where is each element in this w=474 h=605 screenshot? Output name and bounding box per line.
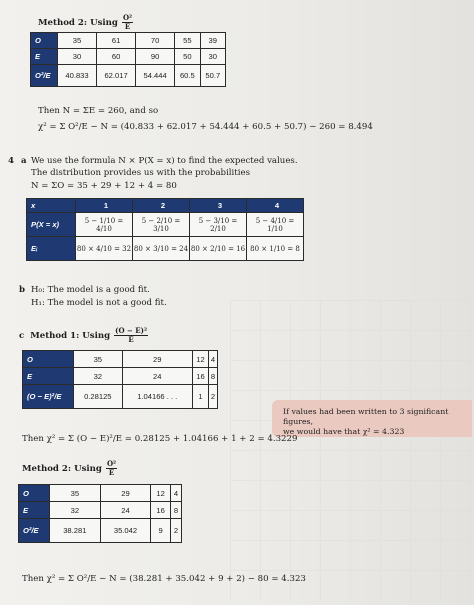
table-cell: 35 xyxy=(58,33,97,49)
then-n-line: Then N = ΣE = 260, and so xyxy=(38,106,159,116)
table-row xyxy=(19,485,182,502)
question-number: 4 xyxy=(8,156,14,166)
row-label: E xyxy=(19,502,50,519)
table-cell: 35 xyxy=(74,351,123,368)
q4-line-1: We use the formula N × P(X = x) to find the expected values. xyxy=(31,156,298,166)
table-row xyxy=(23,351,218,368)
table-cell: 9 xyxy=(151,519,171,543)
header-cell: x xyxy=(27,199,76,213)
table-cell: 24 xyxy=(122,368,192,385)
table-cell: 35.042 xyxy=(100,519,151,543)
table-cell: 80 × 2/10 = 16 xyxy=(190,237,247,261)
fraction-numerator: (O − E)² xyxy=(115,326,148,335)
table-cell: 2 xyxy=(171,519,182,543)
alternative-hypothesis: H₁: The model is not a good fit. xyxy=(31,298,167,308)
table-cell: 80 × 1/10 = 8 xyxy=(247,237,304,261)
row-label: P(X = x) xyxy=(27,213,76,237)
table-header-row xyxy=(27,199,304,213)
table-cell: 50.7 xyxy=(200,65,225,87)
table-cell: 30 xyxy=(200,49,225,65)
fraction-denominator: E xyxy=(124,22,131,31)
oe-squared-over-e-fraction xyxy=(114,327,148,344)
table-method2 xyxy=(18,484,182,543)
table-cell: 80 × 3/10 = 24 xyxy=(133,237,190,261)
null-hypothesis: H₀: The model is a good fit. xyxy=(31,285,150,295)
table-cell: 60.5 xyxy=(175,65,200,87)
table-method1 xyxy=(22,350,218,409)
fraction-denominator: E xyxy=(108,468,115,477)
table-cell: 61 xyxy=(97,33,136,49)
row-label: O²/E xyxy=(31,65,58,87)
table-cell: 32 xyxy=(74,368,123,385)
row-label: E xyxy=(23,368,74,385)
table-cell: 80 × 4/10 = 32 xyxy=(76,237,133,261)
chi-squared-result-1: χ² = Σ O²/E − N = (40.833 + 62.017 + 54.444 + 60.5 + 50.7) − 260 = 8.494 xyxy=(38,122,373,132)
table-cell: 40.833 xyxy=(58,65,97,87)
table-cell: 1.04166 . . . xyxy=(122,385,192,409)
table-cell: 0.28125 xyxy=(74,385,123,409)
table-row xyxy=(31,65,226,87)
significant-figures-note xyxy=(272,400,472,437)
q4-line-3: N = ΣO = 35 + 29 + 12 + 4 = 80 xyxy=(31,181,177,191)
note-line-1: If values had been written to 3 significant figures, xyxy=(283,407,449,426)
row-label: O²/E xyxy=(19,519,50,543)
o2-over-e-fraction-2 xyxy=(106,460,117,477)
method2b-heading xyxy=(22,460,118,477)
table-cell: 4 xyxy=(209,351,218,368)
table-cell: 39 xyxy=(200,33,225,49)
table-cell: 29 xyxy=(122,351,192,368)
method1-heading xyxy=(19,327,149,344)
table-row xyxy=(19,502,182,519)
table-cell: 24 xyxy=(100,502,151,519)
table-cell: 90 xyxy=(136,49,175,65)
table-cell: 55 xyxy=(175,33,200,49)
header-cell: 4 xyxy=(247,199,304,213)
row-label: Eᵢ xyxy=(27,237,76,261)
table-cell: 12 xyxy=(151,485,171,502)
table-cell: 30 xyxy=(58,49,97,65)
q4-line-2: The distribution provides us with the probabilities xyxy=(31,168,251,178)
table-cell: 62.017 xyxy=(97,65,136,87)
fraction-numerator: O² xyxy=(106,459,117,468)
table-cell: 12 xyxy=(192,351,208,368)
table-row xyxy=(31,33,226,49)
table-cell: 16 xyxy=(192,368,208,385)
o2-over-e-fraction xyxy=(122,14,133,31)
table-cell: 8 xyxy=(171,502,182,519)
note-line-2: we would have that χ² = 4.323 xyxy=(283,427,405,436)
fraction-numerator: O² xyxy=(122,13,133,22)
table-cell: 2 xyxy=(209,385,218,409)
row-label: O xyxy=(31,33,58,49)
table-row xyxy=(27,237,304,261)
table-probability-expected xyxy=(26,198,304,261)
fraction-denominator: E xyxy=(128,335,134,344)
table-cell: 1 xyxy=(192,385,208,409)
table-cell: 60 xyxy=(97,49,136,65)
table-cell: 38.281 xyxy=(50,519,101,543)
table-cell: 5 − 2/10 = 3/10 xyxy=(133,213,190,237)
table-cell: 54.444 xyxy=(136,65,175,87)
table-row xyxy=(27,213,304,237)
table-cell: 16 xyxy=(151,502,171,519)
part-b-label: b xyxy=(19,285,26,295)
table-cell: 5 − 1/10 = 4/10 xyxy=(76,213,133,237)
background-grid xyxy=(230,300,474,600)
table-cell: 70 xyxy=(136,33,175,49)
row-label: (O − E)²/E xyxy=(23,385,74,409)
table-cell: 29 xyxy=(100,485,151,502)
table-cell: 5 − 4/10 = 1/10 xyxy=(247,213,304,237)
row-label: O xyxy=(23,351,74,368)
method2-heading xyxy=(38,14,134,31)
row-label: E xyxy=(31,49,58,65)
table-cell: 5 − 3/10 = 2/10 xyxy=(190,213,247,237)
table-cell: 4 xyxy=(171,485,182,502)
header-cell: 3 xyxy=(190,199,247,213)
table-row xyxy=(31,49,226,65)
table-observed-expected-1 xyxy=(30,32,226,87)
method2-label: Method 2: Using xyxy=(38,18,118,28)
part-c-label: c xyxy=(19,331,25,341)
table-row xyxy=(23,385,218,409)
table-cell: 35 xyxy=(50,485,101,502)
table-row xyxy=(23,368,218,385)
chi-squared-result-2: Then χ² = Σ (O − E)²/E = 0.28125 + 1.04166 + 1 + 2 = 4.3229 xyxy=(22,434,298,444)
table-cell: 8 xyxy=(209,368,218,385)
header-cell: 1 xyxy=(76,199,133,213)
header-cell: 2 xyxy=(133,199,190,213)
method2b-label: Method 2: Using xyxy=(22,464,102,474)
table-cell: 32 xyxy=(50,502,101,519)
table-row xyxy=(19,519,182,543)
chi-squared-result-3: Then χ² = Σ O²/E − N = (38.281 + 35.042 + 9 + 2) − 80 = 4.323 xyxy=(22,574,306,584)
row-label: O xyxy=(19,485,50,502)
part-a-label: a xyxy=(21,156,27,166)
method1-label: Method 1: Using xyxy=(30,331,111,341)
table-cell: 50 xyxy=(175,49,200,65)
